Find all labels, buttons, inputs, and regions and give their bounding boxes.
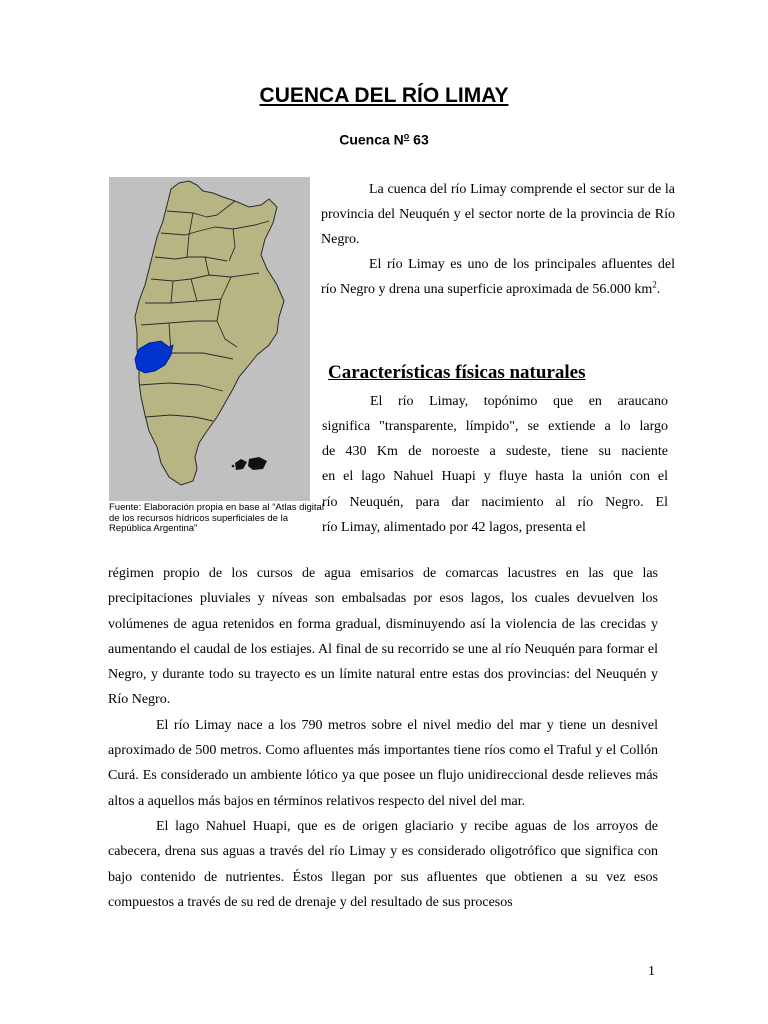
argentina-map-svg [109,177,310,501]
basin-number-value: 63 [409,131,429,148]
malvinas-islet [232,465,235,468]
malvinas-islands [235,459,247,470]
intro-paragraph-1: La cuenca del río Limay comprende el sector sur de la provincia del Neuquén y el sector norte de la provincia de Río Negro. [321,182,675,247]
characteristics-line: significa "transparente, límpido", se extiende a lo largo [322,419,668,434]
page-title: CUENCA DEL RÍO LIMAY [259,84,509,107]
malvinas-islands-east [248,457,267,470]
intro-paragraph-2-end: . [656,282,661,297]
body-text [108,561,658,915]
map-caption: Fuente: Elaboración propia en base al “Atlas digital de los recursos hídricos superficiales de la República Argentina” [109,502,324,534]
body-paragraph-2: El río Limay nace a los 790 metros sobre el nivel medio del mar y tiene un desnivel aproximado de 500 metros. Como afluentes más importantes tiene ríos como el Traful y el Collón Curá. Es considerado un ambiente lótico ya que posee un flujo unidireccional desde relieves más altos a aquellos más bajos en términos relativos respecto del nivel del mar. [108,717,658,809]
characteristics-line: El río Limay, topónimo que en araucano [370,394,668,409]
intro-paragraph-2-text: El río Limay es uno de los principales afluentes del río Negro y drena una superficie aproximada de 56.000 km [321,257,675,297]
basin-number [0,131,768,148]
characteristics-line: río Neuquén, para dar nacimiento al río Negro. El [322,495,668,510]
body-paragraph-1: régimen propio de los cursos de agua emisarios de comarcas lacustres en las que las precipitaciones pluviales y níveas son embalsadas por esos lagos, los cuales devuelven los volúmenes de agua retenidos en forma gradual, disminuyendo así la violencia de las crecidas y aumentando el caudal de los estiajes. Al final de su recorrido se une al río Neuquén para formar el Negro, y durante todo su trayecto es un límite natural entre estas dos provincias: del Neuquén y Río Negro. [108,566,658,708]
characteristics-line: en el lago Nahuel Huapi y fluye hasta la unión con el [322,469,668,484]
body-paragraph-3: El lago Nahuel Huapi, que es de origen glaciario y recibe aguas de los arroyos de cabecera, drena sus aguas a través del río Limay y es considerado oligotrófico que significa con bajo contenido de nutrientes. Éstos llegan por sus afluentes que obtienen a su vez esos compuestos a través de su red de drenaje y del resultado de sus procesos [108,818,658,910]
section-heading: Características físicas naturales [328,362,586,383]
argentina-mainland [135,181,284,485]
characteristics-line: de 430 Km de noroeste a sudeste, tiene su naciente [322,444,668,459]
characteristics-line: río Limay, alimentado por 42 lagos, presenta el [322,520,586,535]
argentina-map [109,177,310,501]
km-squared-sup: 2 [652,279,657,290]
intro-paragraph-2 [321,252,675,302]
basin-number-prefix: Cuenca N [339,131,404,148]
basin-number-sup: o [403,131,410,141]
page-number: 1 [648,964,655,979]
